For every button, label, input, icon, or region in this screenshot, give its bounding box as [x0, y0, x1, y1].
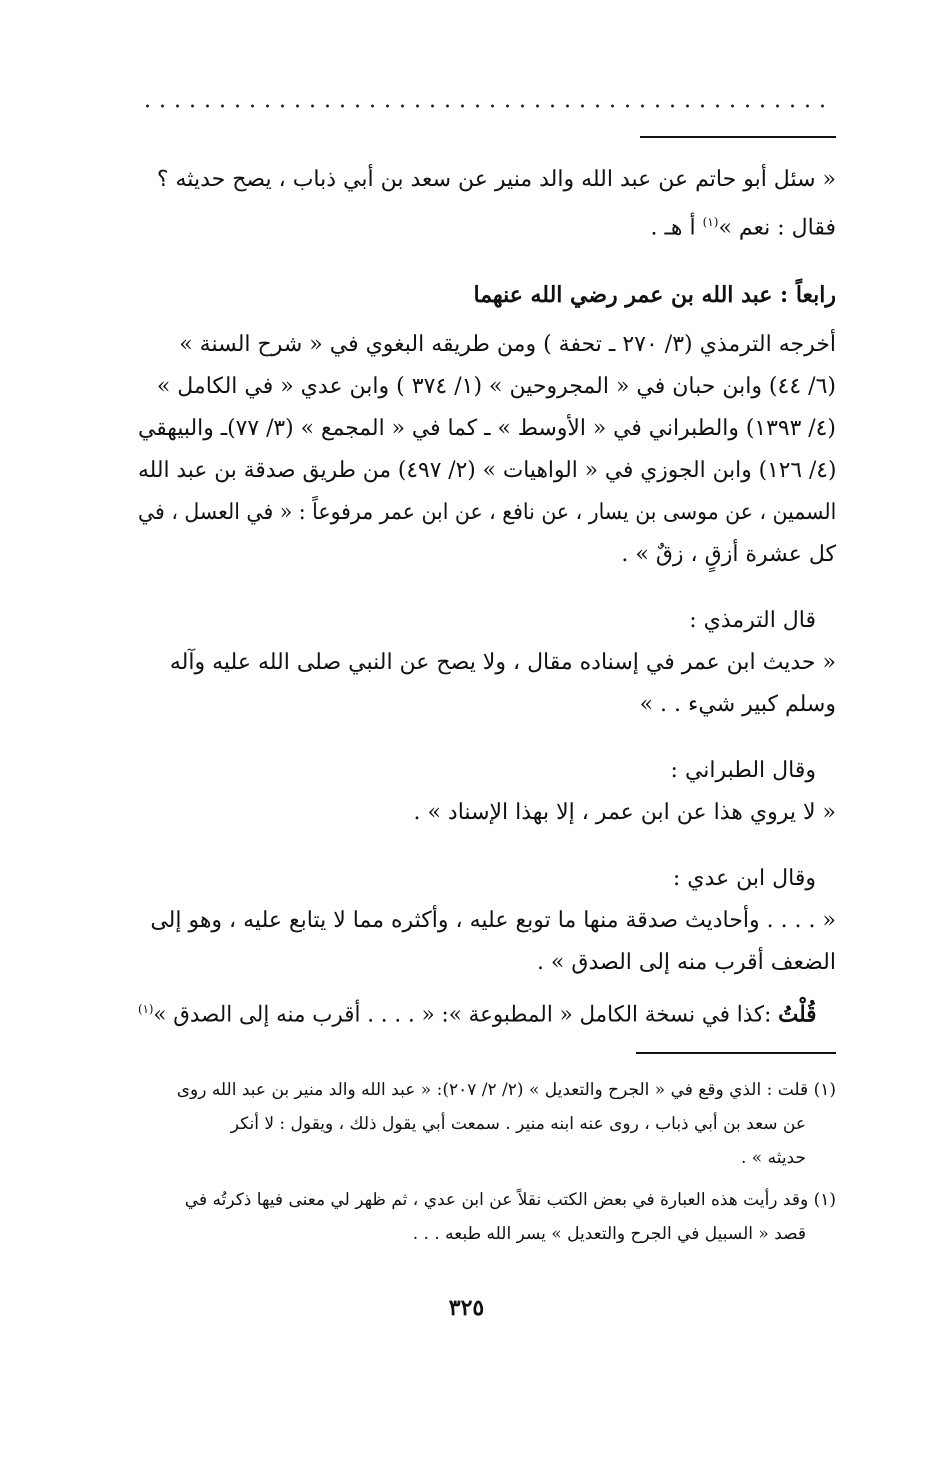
footnote-1-line: عن سعد بن أبي ذباب ، روى عنه ابنه منير . سمعت أبي يقول ذلك ، ويقول : لا أنكر [230, 1114, 806, 1134]
tabarani-label: وقال الطبراني : [670, 758, 816, 783]
qultu-word: قُلْتُ [777, 1001, 816, 1028]
ibn-adi-quote-line: « . . . . وأحاديث صدقة منها ما توبع عليه ، وأكثره مما لا يتابع عليه ، وهو إلى [150, 908, 836, 933]
footnote-ref-2: (١) [137, 1002, 153, 1016]
quote1-line2-end: أ هـ . [650, 215, 703, 241]
footnote-1-line: (١) قلت : الذي وقع في « الجرح والتعديل » (٢/ ٢/ ٢٠٧): « عبد الله والد منير بن عبد الله روى [176, 1080, 836, 1100]
header-dotted-line [140, 100, 836, 112]
para1-line: (٤/ ١٢٦) وابن الجوزي في « الواهيات » (٢/ ٤٩٧) من طريق صدقة بن عبد الله [137, 458, 836, 483]
qultu-line [138, 994, 816, 1030]
footnote-rule [636, 1052, 836, 1054]
quote1-line1: « سئل أبو حاتم عن عبد الله والد منير عن سعد بن أبي ذباب ، يصح حديثه ؟ [156, 167, 836, 192]
page-number: ٣٢٥ [448, 1295, 485, 1321]
footnote-2-line: قصد « السبيل في الجرح والتعديل » يسر الله طبعه . . . [412, 1224, 806, 1244]
para1-line: أخرجه الترمذي (٣/ ٢٧٠ ـ تحفة ) ومن طريقه البغوي في « شرح السنة » [179, 332, 836, 357]
qultu-text: :كذا في نسخة الكامل « المطبوعة »: « . . . . أقرب منه إلى الصدق » [152, 1002, 778, 1028]
quote1-line2-text: فقال : نعم » [718, 215, 836, 241]
ibn-adi-label: وقال ابن عدي : [672, 866, 816, 891]
footnote-1-line: حديثه » . [740, 1148, 806, 1168]
header-rule [640, 136, 836, 138]
tirmidhi-label: قال الترمذي : [689, 608, 816, 633]
tirmidhi-quote-line: « حديث ابن عمر في إسناده مقال ، ولا يصح عن النبي صلى الله عليه وآله [169, 650, 836, 675]
tabarani-quote-line: « لا يروي هذا عن ابن عمر ، إلا بهذا الإسناد » . [413, 800, 836, 825]
para1-line: (٦/ ٤٤) وابن حبان في « المجروحين » (١/ ٣٧٤ ) وابن عدي « في الكامل » [156, 374, 836, 399]
footnote-ref-1: (١) [702, 215, 719, 229]
section-heading: رابعاً : عبد الله بن عمر رضي الله عنهما [473, 282, 836, 308]
ibn-adi-quote-line: الضعف أقرب منه إلى الصدق » . [536, 950, 836, 975]
para1-line: (٤/ ١٣٩٣) والطبراني في « الأوسط » ـ كما في « المجمع » (٣/ ٧٧)ـ والبيهقي [138, 416, 836, 441]
para1-line: السمين ، عن موسى بن يسار ، عن نافع ، عن ابن عمر مرفوعاً : « في العسل ، في [137, 500, 836, 525]
para1-line: كل عشرة أزقٍ ، زقٌ » . [621, 542, 836, 567]
quote1-line2 [650, 207, 836, 243]
tirmidhi-quote-line: وسلم كبير شيء . . » [639, 692, 836, 717]
footnote-2-line: (١) وقد رأيت هذه العبارة في بعض الكتب نقلاً عن ابن عدي ، ثم ظهر لي معنى فيها ذكرتُه في [184, 1190, 836, 1210]
